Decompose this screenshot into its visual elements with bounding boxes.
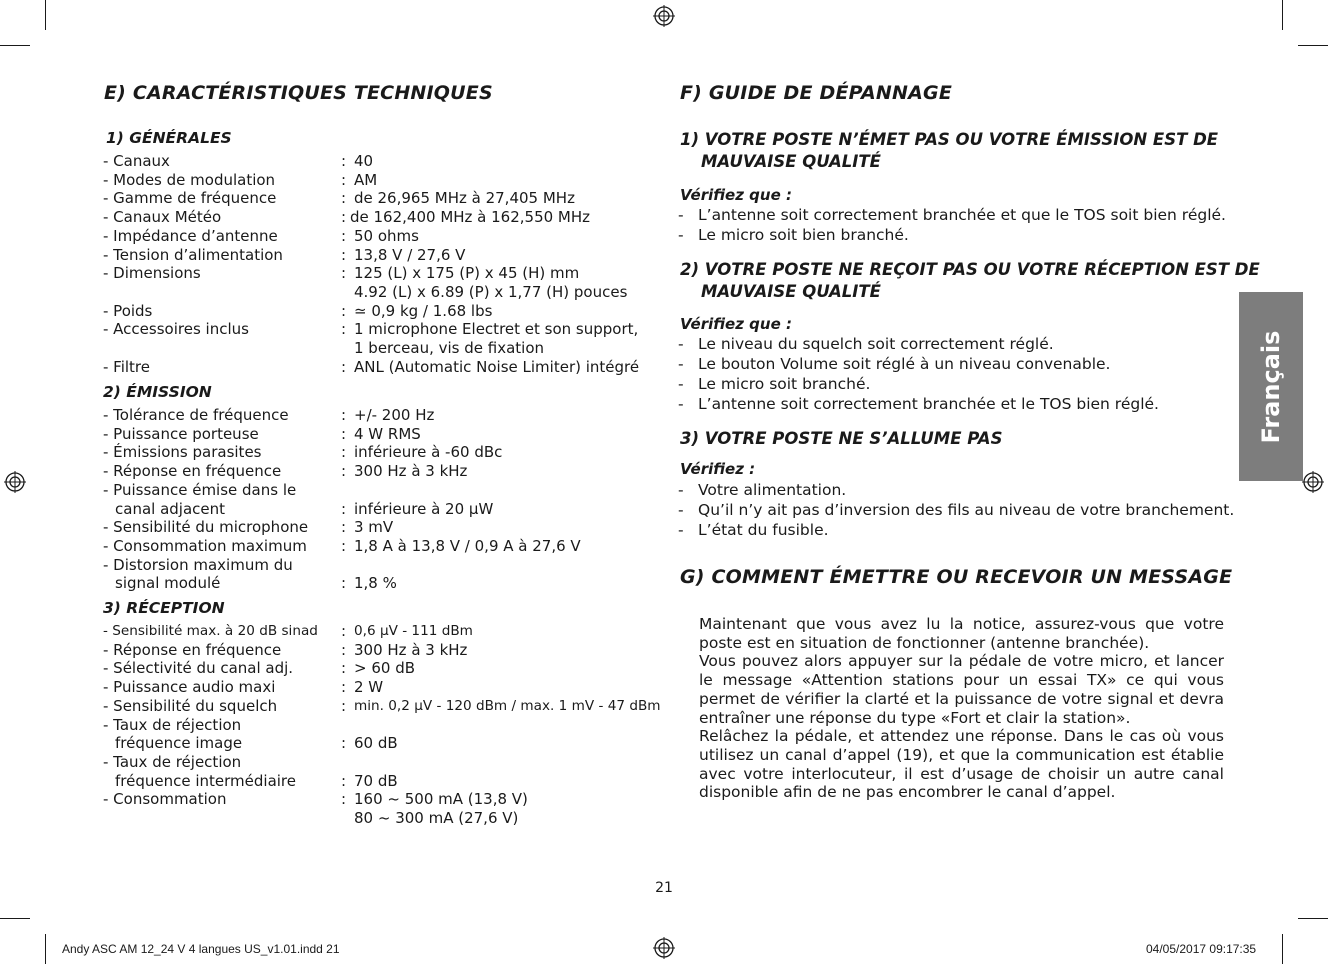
message-body	[699, 615, 1224, 802]
spec-label: - Gamme de fréquence	[103, 189, 277, 208]
spec-label: - Poids	[103, 301, 153, 320]
spec-label: - Dimensions	[103, 264, 201, 283]
list-item: - L’état du fusible.	[678, 520, 1234, 540]
spec-label: - Impédance d’antenne	[103, 226, 278, 245]
registration-mark-icon	[653, 5, 675, 27]
spec-label: - Puissance audio maxi	[103, 678, 276, 697]
trouble-3-title: 3) VOTRE POSTE NE S’ALLUME PAS	[680, 429, 1003, 448]
crop-mark	[0, 918, 30, 919]
paragraph: Vous pouvez alors appuyer sur la pédale de votre micro, et lancer le message «Attention stations pour un essai TX» ce qui vous permet de vérifier la clarté et la puissance de votre signal et devra entraîner une réponse du type «Fort et clair la station».	[699, 652, 1224, 727]
spec-value: 300 Hz à 3 kHz	[354, 462, 468, 481]
spec-value: 80 ~ 300 mA (27,6 V)	[354, 809, 519, 827]
spec-label: - Puissance porteuse	[103, 424, 259, 443]
spec-value: min. 0,2 µV - 120 dBm / max. 1 mV - 47 dBm	[354, 697, 661, 714]
trouble-3-list	[678, 480, 1234, 540]
trouble-2-list	[678, 334, 1159, 414]
trouble-1-title-line: MAUVAISE QUALITÉ	[701, 152, 881, 171]
list-item: - Le bouton Volume soit réglé à un niveau convenable.	[678, 354, 1159, 374]
message-title: G) COMMENT ÉMETTRE OU RECEVOIR UN MESSAGE	[680, 566, 1233, 588]
footer-filename: Andy ASC AM 12_24 V 4 langues US_v1.01.indd 21	[62, 942, 340, 956]
spec-value: 50 ohms	[354, 226, 419, 245]
spec-value: 1,8 %	[354, 574, 397, 593]
registration-mark-icon	[1302, 471, 1324, 493]
spec-label: - Sélectivité du canal adj.	[103, 659, 294, 678]
crop-mark	[1298, 45, 1328, 46]
spec-label: - Tension d’alimentation	[103, 245, 283, 264]
spec-label: - Canaux	[103, 152, 170, 170]
spec-label: - Puissance émise dans le	[103, 480, 297, 499]
crop-mark	[1282, 934, 1283, 964]
spec-label: - Consommation maximum	[103, 536, 307, 555]
footer-datetime: 04/05/2017 09:17:35	[1146, 942, 1257, 956]
spec-label: - Réponse en fréquence	[103, 462, 282, 481]
trouble-1-list	[678, 205, 1226, 245]
spec-value: ANL (Automatic Noise Limiter) intégré	[354, 357, 640, 376]
spec-value: inférieure à -60 dBc	[354, 443, 503, 462]
spec-value: 40	[354, 152, 374, 170]
crop-mark	[1298, 918, 1328, 919]
spec-label: fréquence intermédiaire	[115, 771, 296, 790]
spec-value: 300 Hz à 3 kHz	[354, 640, 468, 659]
spec-label: canal adjacent	[115, 499, 226, 518]
language-tab	[1239, 292, 1303, 481]
spec-value: 4.92 (L) x 6.89 (P) x 1,77 (H) pouces	[354, 282, 628, 301]
language-tab-label: Français	[1257, 330, 1285, 443]
spec-label: - Tolérance de fréquence	[103, 406, 289, 424]
trouble-1-title-line: 1) VOTRE POSTE N’ÉMET PAS OU VOTRE ÉMISSION EST DE	[680, 130, 1219, 149]
list-item: - L’antenne soit correctement branchée et que le TOS soit bien réglé.	[678, 205, 1226, 225]
registration-mark-icon	[653, 937, 675, 959]
crop-mark	[45, 934, 46, 964]
trouble-2-title-line: MAUVAISE QUALITÉ	[701, 282, 881, 301]
spec-value: 4 W RMS	[354, 424, 421, 443]
spec-label: - Sensibilité du squelch	[103, 696, 278, 715]
registration-mark-icon	[4, 471, 26, 493]
trouble-2-title	[680, 259, 1260, 303]
spec-label: - Émissions parasites	[103, 443, 262, 462]
check-label: Vérifiez que :	[680, 315, 792, 333]
spec-label: - Distorsion maximum du	[103, 555, 293, 574]
general-title: 1) GÉNÉRALES	[106, 129, 232, 147]
list-item: - Le micro soit bien branché.	[678, 225, 1226, 245]
check-label: Vérifiez que :	[680, 186, 792, 204]
paragraph: Relâchez la pédale, et attendez une réponse. Dans le cas où vous utilisez un canal d’appel (19), et que la communication est établie avec votre interlocuteur, il est d’usage de choisir un autre canal disponible afin de ne pas encombrer le canal d’appel.	[699, 727, 1224, 802]
crop-mark	[1282, 0, 1283, 30]
spec-label: - Taux de réjection	[103, 715, 242, 734]
spec-label: - Filtre	[103, 357, 150, 376]
page-number: 21	[655, 880, 673, 896]
specs-title: E) CARACTÉRISTIQUES TECHNIQUES	[104, 82, 493, 104]
list-item: - Le niveau du squelch soit correctement réglé.	[678, 334, 1159, 354]
crop-mark	[0, 45, 30, 46]
spec-value: > 60 dB	[354, 659, 416, 678]
list-item: - Le micro soit branché.	[678, 374, 1159, 394]
trouble-2-title-line: 2) VOTRE POSTE NE REÇOIT PAS OU VOTRE RÉCEPTION EST DE	[680, 260, 1260, 279]
spec-value: 125 (L) x 175 (P) x 45 (H) mm	[354, 264, 580, 283]
spec-value: 70 dB	[354, 771, 398, 790]
spec-value: 2 W	[354, 678, 384, 697]
crop-mark	[45, 0, 46, 30]
spec-label: - Modes de modulation	[103, 170, 276, 189]
spec-label: - Sensibilité max. à 20 dB sinad	[103, 623, 318, 639]
spec-value: +/- 200 Hz	[354, 406, 435, 424]
reception-title: 3) RÉCEPTION	[103, 599, 225, 617]
spec-value: de 162,400 MHz à 162,550 MHz	[350, 208, 591, 227]
spec-value: 1,8 A à 13,8 V / 0,9 A à 27,6 V	[354, 536, 581, 555]
spec-value: 1 berceau, vis de fixation	[354, 339, 545, 357]
spec-label: fréquence image	[115, 734, 243, 753]
spec-label: - Réponse en fréquence	[103, 640, 282, 659]
emission-title: 2) ÉMISSION	[103, 383, 212, 401]
manual-page: E) CARACTÉRISTIQUES TECHNIQUES 1) GÉNÉRALES - Canaux : 40 - Modes de modulation : AM - Gamme de fréquence : de 26,965 MHz à 27,405 MHz - Canaux Météo : de 162,400 MHz à 162,550 MHz - Impédance d’antenne : 50 ohms - Tension d’alimentation : 13,8 V / 27,6 V - Dimensions : 125 (L) x 175 (P) x 45 (H) mm 4.92 (L) x 6.89 (P) x 1,77 (H) pouces - Poids : ≃ 0,9 kg / 1.68 lbs - Accessoires inclus : 1 microphone Electret et son support, 1 berceau, vis de fixation - Filtre : ANL (Automatic Noise Limiter) intégré 2) ÉMISSION - Tolérance de fréquence : +/- 200 Hz - Puissance porteuse : 4 W RMS - Émissions parasites : inférieure à -60 dBc - Réponse en fréquence : 300 Hz à 3 kHz - Puissance émise dans le canal adjacent : inférieure à 20 µW - Sensibilité du microphone : 3 mV - Consommation maximum : 1,8 A à 13,8 V / 0,9 A à 27,6 V - Distorsion maximum du signal modulé : 1,8 % 3) RÉCEPTION - Sensibilité max. à 20 dB sinad : 0,6 µV - 111 dBm - Réponse en fréquence : 300 Hz à 3 kHz - Sélectivité du canal adj. : > 60 dB - Puissance audio maxi : 2 W - Sensibilité du squelch : min. 0,2 µV - 120 dBm / max. 1 mV - 47 dBm - Taux de réjection fréquence image : 60 dB - Taux de réjection fréquence intermédiaire : 70 dB - Consommation : 160 ~ 500 mA (13,8 V) 80 ~ 300 mA (27,6 V) F) GUIDE DE DÉPANNAGE 1) VOTRE POSTE N’ÉMET PAS OU VOTRE ÉMISSION EST DE MAUVAISE QUALITÉ Vérifiez que : - L’antenne soit correctement branchée et que le TOS soit bien réglé. - Le micro soit bien branché. 2) VOTRE POSTE NE REÇOIT PAS OU VOTRE RÉCEPTION EST DE MAUVAISE QUALITÉ Vérifiez que : - Le niveau du squelch soit correctement réglé. - Le bouton Volume soit réglé à un niveau convenable. - Le micro soit branché. - L’antenne soit correctement branchée et le TOS bien réglé. 3) VOTRE POSTE NE S’ALLUME PAS Vérifiez : - Votre alimentation. - Qu’il n’y ait pas d’inversion des fils au niveau de votre branchement. - L’état du fusible. G) COMMENT ÉMETTRE OU RECEVOIR UN MESSAGE Maintenant que vous avez lu la notice, assurez-vous que votre poste est en situation de fonctionner (antenne branchée). Vous pouvez alors appuyer sur la pédale de votre micro, et lancer le message «Attention stations pour un essai TX» ce qui vous permet de vérifier la clarté et la puissance de votre signal et devra entraîner une réponse du type «Fort et clair la station». Relâchez la pédale, et attendez une réponse. Dans le cas où vous utilisez un canal d’appel (19), et que la communication est établie avec votre interlocuteur, il est d’usage de choisir un autre canal disponible afin de ne pas encombrer le canal d’appel. Français 21 Andy ASC AM 12_24 V 4 langues US_v1.01.indd 21 04/05/2017 09:17:35	[0, 0, 1328, 964]
troubleshooting-title: F) GUIDE DE DÉPANNAGE	[680, 82, 953, 104]
spec-label: - Canaux Météo	[103, 208, 222, 227]
paragraph: Maintenant que vous avez lu la notice, assurez-vous que votre poste est en situation de fonctionner (antenne branchée).	[699, 615, 1224, 652]
list-item: - Qu’il n’y ait pas d’inversion des fils au niveau de votre branchement.	[678, 500, 1234, 520]
spec-value: 160 ~ 500 mA (13,8 V)	[354, 790, 528, 809]
spec-value: ≃ 0,9 kg / 1.68 lbs	[354, 301, 493, 320]
spec-value: 0,6 µV - 111 dBm	[354, 623, 473, 639]
trouble-1-title	[680, 129, 1218, 173]
spec-value: 60 dB	[354, 734, 398, 753]
check-label: Vérifiez :	[680, 460, 756, 478]
list-item: - L’antenne soit correctement branchée et le TOS bien réglé.	[678, 394, 1159, 414]
spec-label: - Taux de réjection	[103, 752, 242, 771]
spec-value: 1 microphone Electret et son support,	[354, 320, 639, 339]
spec-label: - Consommation	[103, 790, 227, 809]
spec-label: signal modulé	[115, 574, 221, 593]
spec-value: inférieure à 20 µW	[354, 499, 494, 518]
list-item: - Votre alimentation.	[678, 480, 1234, 500]
spec-label: - Sensibilité du microphone	[103, 518, 309, 537]
spec-value: 3 mV	[354, 518, 394, 537]
spec-value: 13,8 V / 27,6 V	[354, 245, 466, 264]
spec-label: - Accessoires inclus	[103, 320, 249, 339]
spec-value: de 26,965 MHz à 27,405 MHz	[354, 189, 575, 208]
spec-value: AM	[354, 170, 378, 189]
